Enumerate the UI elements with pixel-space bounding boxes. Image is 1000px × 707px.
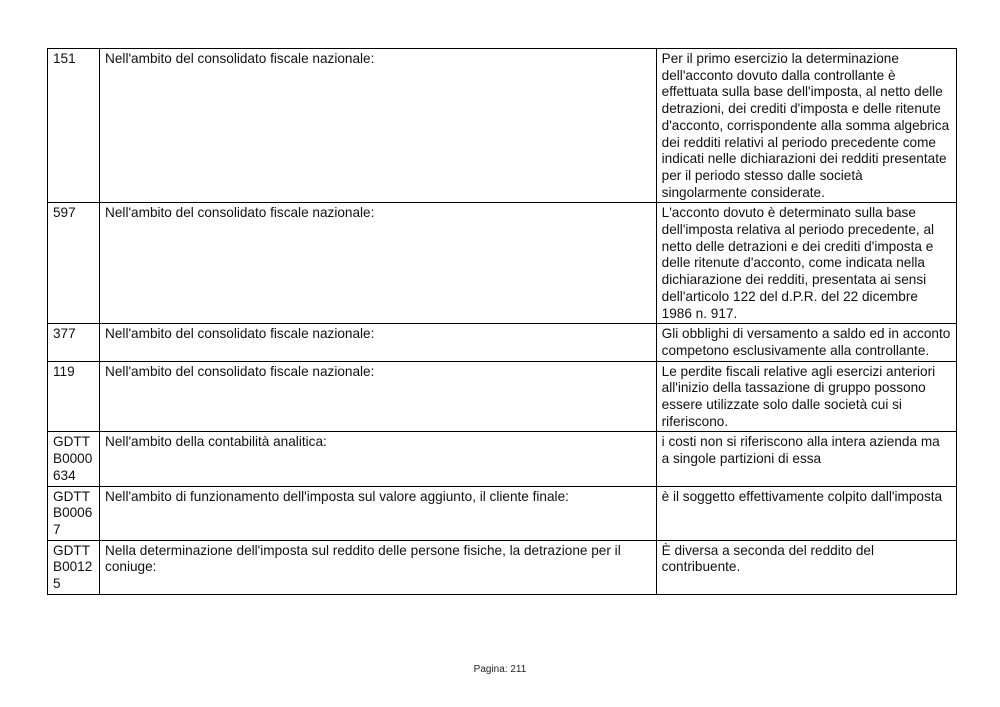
answer-text: Per il primo esercizio la determinazione dell'acconto dovuto dalla controllante è effettuata sulla base dell'imposta, al netto delle detrazioni, dei crediti d'imposta e delle ritenute d'acconto, corrispondente alla somma algebrica dei redditi relativi al periodo precedente come indicati nelle dichiarazioni dei redditi presentate per il periodo stesso dalle società singolarmente considerate. <box>656 49 956 203</box>
question-text: Nell'ambito del consolidato fiscale nazionale: <box>100 324 657 361</box>
questions-table <box>47 48 957 595</box>
table-row <box>48 324 957 361</box>
question-code: GDTTB0000634 <box>48 432 100 486</box>
table-row <box>48 432 957 486</box>
answer-text: è il soggetto effettivamente colpito dall'imposta <box>656 486 956 540</box>
table-row <box>48 486 957 540</box>
question-code: GDTTB00125 <box>48 540 100 594</box>
answer-text: Gli obblighi di versamento a saldo ed in acconto competono esclusivamente alla controllante. <box>656 324 956 361</box>
table-row <box>48 49 957 203</box>
question-code: 119 <box>48 361 100 432</box>
answer-text: È diversa a seconda del reddito del contribuente. <box>656 540 956 594</box>
question-code: 151 <box>48 49 100 203</box>
question-code: GDTTB00067 <box>48 486 100 540</box>
question-code: 377 <box>48 324 100 361</box>
table-row <box>48 540 957 594</box>
question-text: Nell'ambito di funzionamento dell'imposta sul valore aggiunto, il cliente finale: <box>100 486 657 540</box>
question-text: Nella determinazione dell'imposta sul reddito delle persone fisiche, la detrazione per il coniuge: <box>100 540 657 594</box>
answer-text: Le perdite fiscali relative agli esercizi anteriori all'inizio della tassazione di gruppo possono essere utilizzate solo dalle società cui si riferiscono. <box>656 361 956 432</box>
answer-text: L'acconto dovuto è determinato sulla base dell'imposta relativa al periodo precedente, al netto delle detrazioni e dei crediti d'imposta e delle ritenute d'acconto, come indicata nella dichiarazione dei redditi, presentata ai sensi dell'articolo 122 del d.P.R. del 22 dicembre 1986 n. 917. <box>656 203 956 324</box>
table-row <box>48 361 957 432</box>
answer-text: i costi non si riferiscono alla intera azienda ma a singole partizioni di essa <box>656 432 956 486</box>
table-row <box>48 203 957 324</box>
page-number: Pagina: 211 <box>473 664 527 675</box>
question-code: 597 <box>48 203 100 324</box>
question-text: Nell'ambito della contabilità analitica: <box>100 432 657 486</box>
question-text: Nell'ambito del consolidato fiscale nazionale: <box>100 361 657 432</box>
question-text: Nell'ambito del consolidato fiscale nazionale: <box>100 203 657 324</box>
question-text: Nell'ambito del consolidato fiscale nazionale: <box>100 49 657 203</box>
